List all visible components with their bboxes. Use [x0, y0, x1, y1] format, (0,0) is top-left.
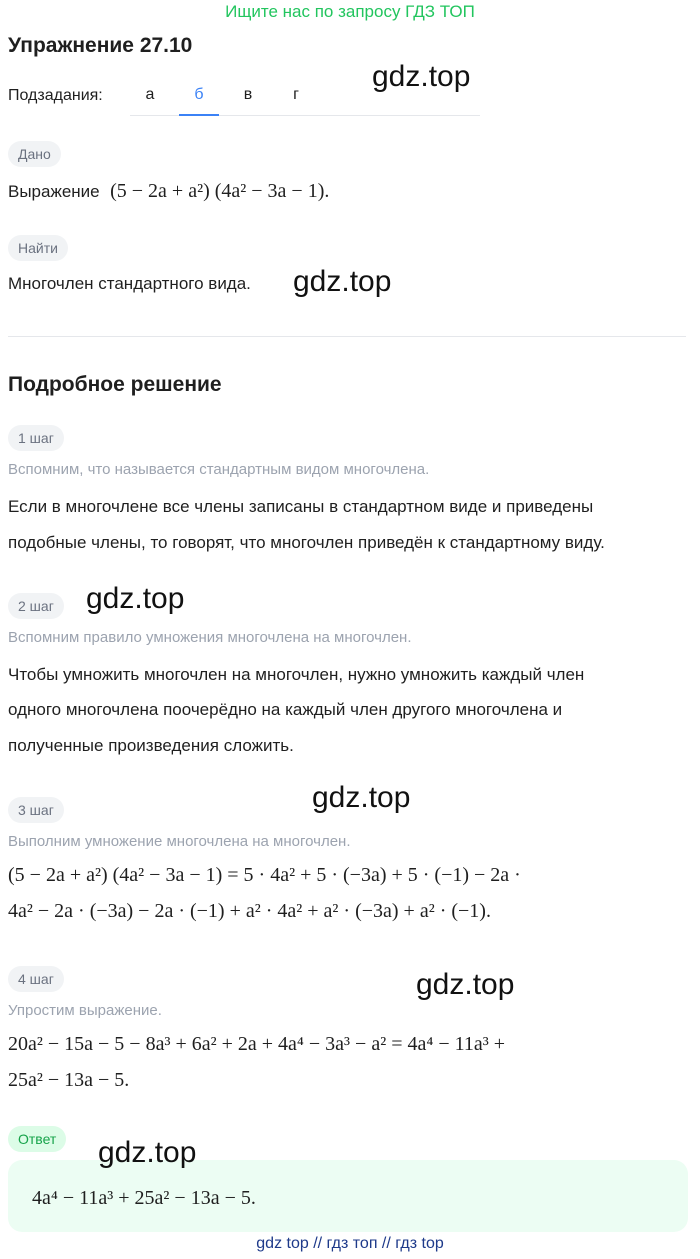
step-1-line-2: подобные члены, то говорят, что многочлен приведён к стандартному виду.	[8, 533, 605, 552]
given-content	[8, 174, 329, 210]
find-text: Многочлен стандартного вида.	[8, 274, 251, 293]
step-3-badge: 3 шаг	[8, 797, 64, 823]
step-2-line-3: полученные произведения сложить.	[8, 736, 294, 755]
step-2-line-2: одного многочлена поочерёдно на каждый член другого многочлена и	[8, 700, 563, 719]
subtask-tab-b[interactable]: б	[179, 86, 219, 116]
subtask-tabs	[130, 78, 480, 116]
watermark: gdz.top	[293, 265, 392, 298]
step-2-hint: Вспомним правило умножения многочлена на многочлен.	[8, 629, 412, 646]
watermark: gdz.top	[372, 60, 471, 93]
given-badge: Дано	[8, 141, 61, 167]
solution-title: Подробное решение	[8, 373, 222, 396]
step-4-math-1: 20a² − 15a − 5 − 8a³ + 6a² + 2a + 4a⁴ − 3a³ − a² = 4a⁴ − 11a³ +	[8, 1033, 506, 1055]
top-banner: Ищите нас по запросу ГДЗ ТОП	[225, 2, 475, 21]
step-3-math-2: 4a² − 2a · (−3a) − 2a · (−1) + a² · 4a² + a² · (−3a) + a² · (−1).	[8, 900, 491, 922]
find-badge: Найти	[8, 235, 68, 261]
step-2-line-1: Чтобы умножить многочлен на многочлен, нужно умножить каждый член	[8, 665, 585, 684]
subtask-tab-g[interactable]: г	[293, 86, 299, 103]
page-title: Упражнение 27.10	[8, 34, 193, 57]
footer-links[interactable]: gdz top // гдз топ // гдз top	[256, 1235, 444, 1252]
step-1-hint: Вспомним, что называется стандартным видом многочлена.	[8, 461, 430, 478]
step-1-line-1: Если в многочлене все члены записаны в стандартном виде и приведены	[8, 497, 594, 516]
given-math: (5 − 2a + a²) (4a² − 3a − 1).	[110, 180, 330, 202]
step-2-badge: 2 шаг	[8, 593, 64, 619]
step-4-math-2: 25a² − 13a − 5.	[8, 1069, 130, 1091]
given-text: Выражение	[8, 182, 100, 201]
watermark: gdz.top	[86, 582, 185, 615]
step-3-math-1: (5 − 2a + a²) (4a² − 3a − 1) = 5 · 4a² + 5 · (−3a) + 5 · (−1) − 2a ·	[8, 864, 521, 886]
subtask-tab-v[interactable]: в	[243, 86, 253, 103]
step-1-badge: 1 шаг	[8, 425, 64, 451]
step-4-badge: 4 шаг	[8, 966, 64, 992]
subtask-tab-a[interactable]: а	[145, 86, 155, 103]
subtasks-label: Подзадания:	[8, 87, 103, 104]
watermark: gdz.top	[98, 1136, 197, 1169]
step-3-hint: Выполним умножение многочлена на многочлен.	[8, 833, 351, 850]
watermark: gdz.top	[312, 781, 411, 814]
answer-box	[8, 1160, 688, 1232]
divider	[8, 336, 686, 337]
watermark: gdz.top	[416, 968, 515, 1001]
answer-badge: Ответ	[8, 1126, 66, 1152]
answer-math: 4a⁴ − 11a³ + 25a² − 13a − 5.	[32, 1187, 256, 1209]
step-4-hint: Упростим выражение.	[8, 1002, 162, 1019]
